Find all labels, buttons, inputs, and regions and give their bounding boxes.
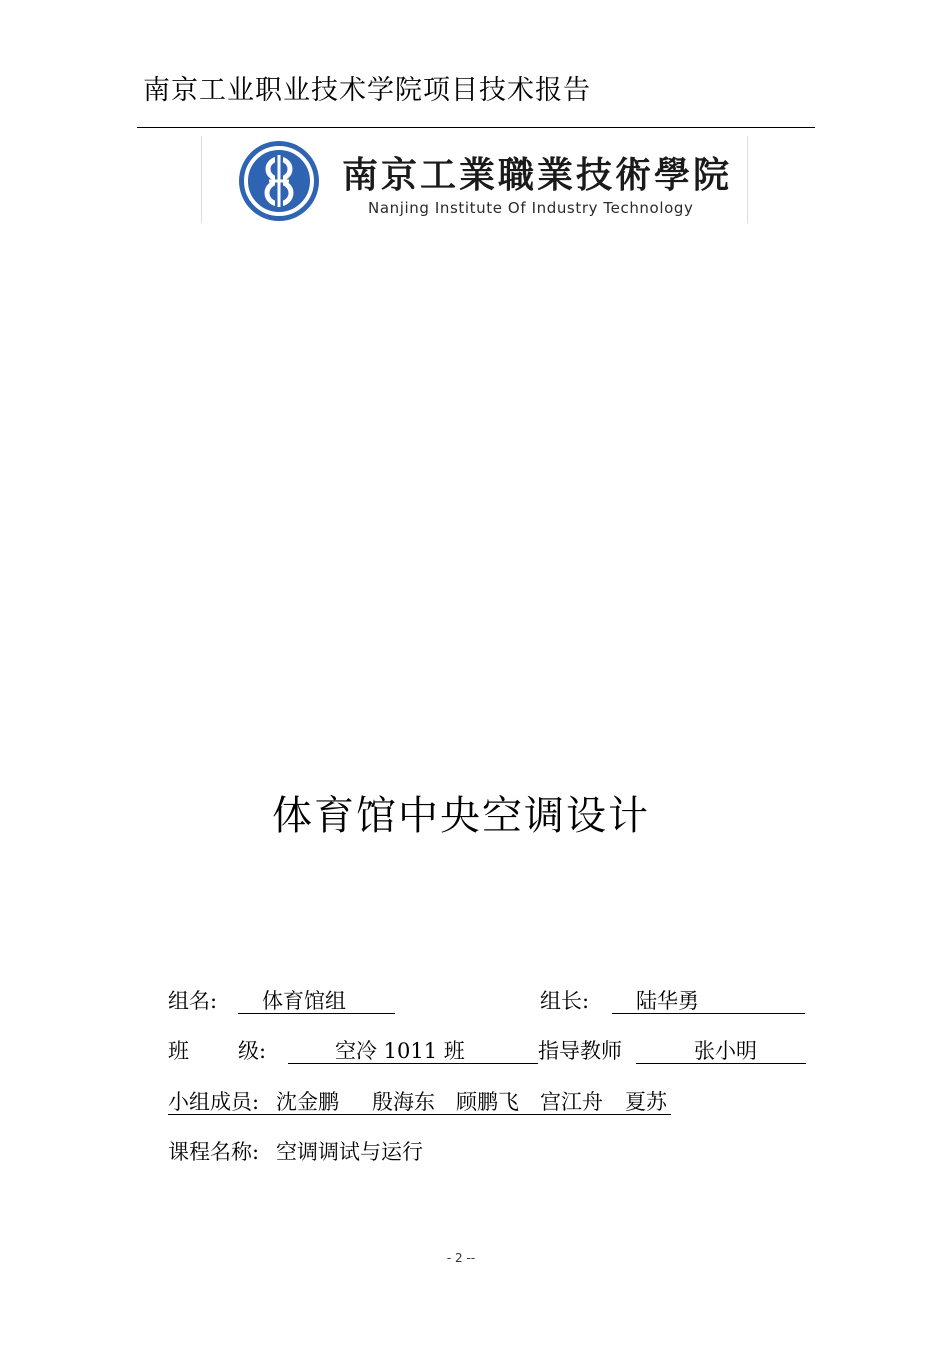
class-value: 空冷 1011 班 — [335, 1039, 465, 1063]
group-leader-underline — [612, 1013, 805, 1014]
institution-emblem-icon — [236, 139, 326, 221]
group-name-label: 组名: — [168, 989, 218, 1013]
member-name: 宫江舟 — [540, 1090, 603, 1114]
members-underline — [168, 1114, 671, 1115]
group-leader-value: 陆华勇 — [636, 989, 699, 1013]
logo-chinese-name: 南京工業職業技術學院 — [342, 154, 733, 196]
advisor-label: 指导教师 — [538, 1039, 622, 1063]
course-name-label: 课程名称: — [168, 1140, 260, 1164]
class-label-part-1: 班 — [168, 1039, 189, 1063]
logo-english-name: Nanjing Institute Of Industry Technology — [368, 199, 694, 217]
page-number: - 2 -- — [446, 1251, 476, 1265]
members-label: 小组成员: — [168, 1090, 260, 1114]
class-underline — [288, 1063, 538, 1064]
member-name: 殷海东 — [372, 1090, 435, 1114]
group-leader-label: 组长: — [540, 989, 590, 1013]
report-header-title: 南京工业职业技术学院项目技术报告 — [143, 75, 591, 106]
institution-logo-banner — [201, 136, 748, 223]
member-name: 夏苏 — [625, 1090, 667, 1114]
advisor-value: 张小明 — [694, 1039, 757, 1063]
header-divider — [137, 127, 815, 128]
member-name: 顾鹏飞 — [456, 1090, 519, 1114]
course-name-value: 空调调试与运行 — [276, 1140, 423, 1164]
report-title: 体育馆中央空调设计 — [272, 793, 650, 839]
member-name: 沈金鹏 — [276, 1090, 339, 1114]
group-name-value: 体育馆组 — [262, 989, 346, 1013]
advisor-underline — [636, 1063, 806, 1064]
class-label-part-2: 级: — [238, 1039, 267, 1063]
group-name-underline — [238, 1013, 395, 1014]
